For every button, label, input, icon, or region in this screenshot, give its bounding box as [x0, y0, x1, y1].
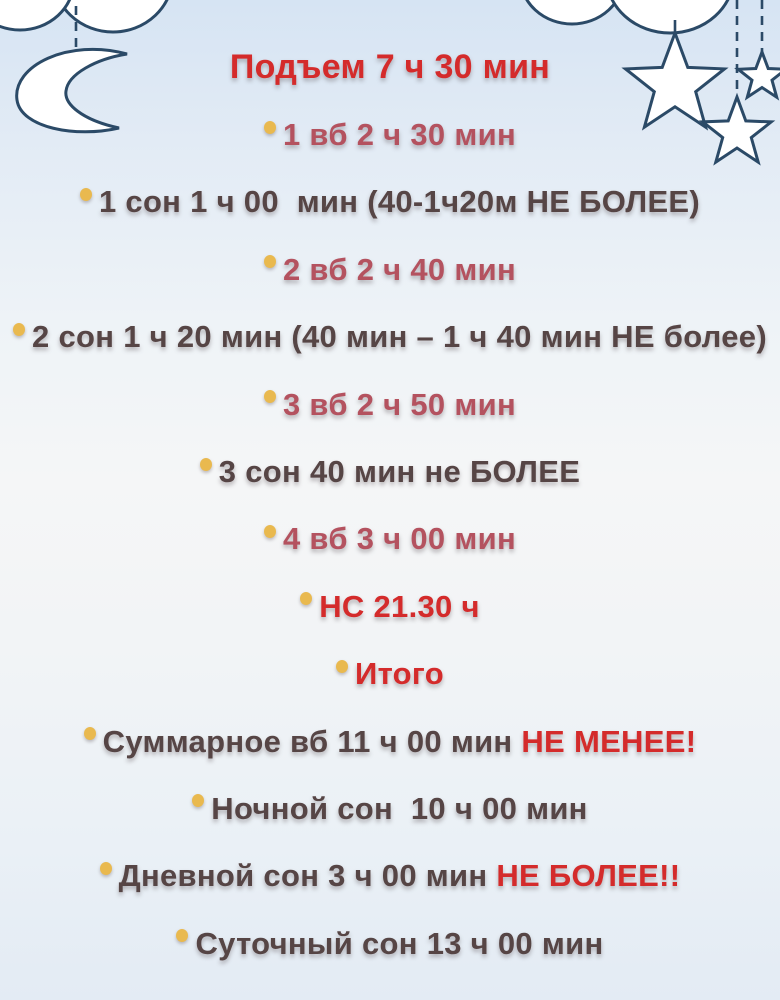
bullet-icon [13, 323, 25, 336]
schedule-row [0, 910, 780, 977]
schedule-row [0, 371, 780, 438]
row-text: НЕ МЕНЕЕ! [521, 723, 697, 759]
row-text: Суммарное вб 11 ч 00 мин [102, 723, 522, 759]
schedule-row [0, 169, 780, 236]
row-text: 1 вб 2 ч 30 мин [282, 117, 517, 153]
schedule-row [0, 843, 780, 910]
schedule-row [0, 641, 780, 708]
bullet-icon [264, 525, 276, 538]
bullet-icon [336, 660, 348, 673]
row-text: 1 сон 1 ч 00 мин (40-1ч20м НЕ БОЛЕЕ) [98, 184, 701, 220]
row-text: Подъем 7 ч 30 мин [229, 48, 551, 87]
cloud-icon [0, 0, 173, 32]
bullet-icon [200, 458, 212, 471]
schedule-row [0, 438, 780, 505]
row-text: 3 сон 40 мин не БОЛЕЕ [218, 454, 581, 490]
schedule-row [0, 573, 780, 640]
schedule-row [0, 775, 780, 842]
row-text: 2 сон 1 ч 20 мин (40 мин – 1 ч 40 мин НЕ более) [32, 319, 767, 355]
row-text: НС 21.30 ч [319, 588, 480, 624]
bullet-icon [84, 727, 96, 740]
bullet-icon [100, 862, 112, 875]
bullet-icon [192, 794, 204, 807]
schedule-row [0, 506, 780, 573]
bullet-icon [264, 255, 276, 268]
row-text: Дневной сон 3 ч 00 мин [118, 858, 497, 894]
row-text: Ночной сон 10 ч 00 мин [211, 790, 588, 826]
schedule-row [0, 34, 780, 101]
bullet-icon [300, 592, 312, 605]
row-text: 4 вб 3 ч 00 мин [282, 521, 517, 557]
schedule-row [0, 101, 780, 168]
bullet-icon [176, 929, 188, 942]
schedule-row [0, 708, 780, 775]
schedule-list [0, 34, 780, 977]
bullet-icon [264, 121, 276, 134]
schedule-row [0, 304, 780, 371]
row-text: Суточный сон 13 ч 00 мин [195, 925, 604, 961]
row-text: Итого [355, 656, 444, 692]
row-text: НЕ БОЛЕЕ!! [496, 858, 681, 894]
row-text: 3 вб 2 ч 50 мин [282, 386, 517, 422]
bullet-icon [264, 390, 276, 403]
row-text: 2 вб 2 ч 40 мин [282, 251, 517, 287]
bullet-icon [80, 188, 92, 201]
schedule-row [0, 236, 780, 303]
cloud-icon [520, 0, 734, 33]
